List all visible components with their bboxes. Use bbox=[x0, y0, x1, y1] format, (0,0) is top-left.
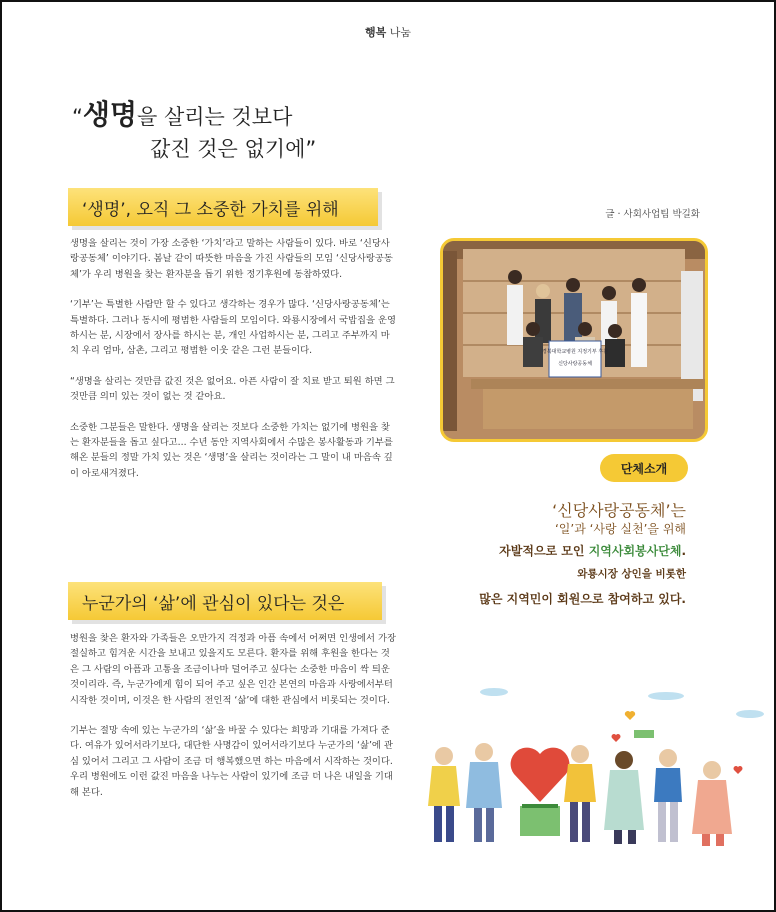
person-figure bbox=[466, 743, 502, 842]
cloud-icon bbox=[648, 692, 684, 700]
intro-line-2: ‘일’과 ‘사랑 실천’을 위해 bbox=[554, 522, 686, 536]
title-open-quote: “ bbox=[72, 105, 83, 129]
person-figure bbox=[564, 745, 596, 842]
cloud-icon bbox=[480, 688, 508, 696]
section2-body bbox=[70, 631, 396, 815]
title-line-2: 값진 것은 없기에” bbox=[150, 137, 317, 161]
article-title bbox=[72, 98, 317, 161]
intro-line-5: 많은 지역민이 회원으로 참여하고 있다. bbox=[479, 592, 686, 606]
section-label-bold: 행복 bbox=[364, 26, 387, 39]
byline: 글 · 사회사업팀 박길화 bbox=[605, 209, 700, 220]
section1-heading: ‘생명’, 오직 그 소중한 가치를 위해 bbox=[68, 188, 378, 226]
donation-box-icon bbox=[520, 806, 560, 836]
section2-paragraph: 기부는 절망 속에 있는 누군가의 ‘삶’을 바꿀 수 있다는 희망과 기대를 가져다 준다. 여유가 있어서라기보다, 대단한 사명감이 있어서라기보다 누군가의 ‘삶’에 관심 있어서 그리고 그 사람이 조금 더 행복했으면 하는 마음에서 시작하는 것이다. 우리 병원에도 이런 값진 마음을 나누는 사람이 있기에 조금 더 나은 내일을 기대해 본다. bbox=[70, 725, 393, 798]
small-heart-icon bbox=[612, 734, 621, 742]
section-label bbox=[2, 24, 774, 40]
person-figure bbox=[654, 749, 682, 842]
photo-banner-text: 경북대학교병원 지정기부 후원 bbox=[542, 349, 608, 355]
intro-line-4: 와룡시장 상인을 비롯한 bbox=[577, 568, 686, 580]
person-figure bbox=[604, 751, 644, 844]
section1-paragraph: “생명을 살리는 것만큼 값진 것은 없어요. 아픈 사람이 잘 치료 받고 퇴원 하면 그것만큼 의미 있는 것이 없는 것 같아요. bbox=[70, 375, 395, 403]
small-heart-icon bbox=[734, 766, 743, 774]
intro-line-3-pre: 자발적으로 모인 bbox=[499, 544, 589, 558]
section2-paragraph: 병원을 찾은 환자와 가족들은 오만가지 걱정과 아픔 속에서 어쩌면 인생에서 가장 절실하고 힘겨운 시간을 보내고 있을지도 모른다. 환자를 위해 후원을 한다는 것은 그 사람의 아픔과 고통을 조금이나마 덜어주고 싶다는 소중한 마음이 싹 틔운 것이리라. 즉, 누군가에게 힘이 되어 주고 싶은 인간 본연의 마음과 사랑에서부터 시작한 것이며, 이것은 한 사람의 전인적 ‘삶’에 대한 관심에서 비롯되는 것이다. bbox=[70, 633, 396, 706]
title-emphasis: 생명 bbox=[82, 98, 137, 131]
intro-line-1: ‘신당사랑공동체’는 bbox=[552, 501, 686, 520]
section-label-rest: 나눔 bbox=[389, 26, 412, 39]
intro-line-3 bbox=[499, 542, 686, 559]
group-photo bbox=[440, 238, 708, 442]
intro-line-3-highlight: 지역사회봉사단체 bbox=[588, 544, 682, 558]
title-line-1-rest: 을 살리는 것보다 bbox=[137, 105, 293, 129]
section1-paragraph: 생명을 살리는 것이 가장 소중한 ‘가치’라고 말하는 사람들이 있다. 바로 ‘신당사랑공동체’ 이야기다. 봄날 같이 따뜻한 마음을 가진 사람들의 모임 ‘신당사랑공동체’가 우리 병원을 찾는 환자분을 돕기 위한 정기후원에 동참하였다. bbox=[70, 238, 393, 280]
intro-line-3-post: . bbox=[681, 544, 686, 558]
title-line-1 bbox=[72, 100, 292, 132]
small-heart-icon bbox=[625, 711, 635, 720]
photo-banner-sub: 신당사랑공동체 bbox=[558, 361, 592, 367]
section1-paragraph: 소중한 그분들은 말한다. 생명을 살리는 것보다 소중한 가치는 없기에 병원을 찾는 환자분들을 돕고 싶다고... 수년 동안 지역사회에서 수많은 봉사활동과 기부를 해온 분들의 정말 가치 있는 것은 ‘생명’을 살리는 것이라는 그 말이 내 마음속 깊이 아로새겨졌다. bbox=[70, 421, 393, 479]
cloud-icon bbox=[736, 710, 764, 718]
person-figure bbox=[428, 747, 460, 842]
section1-paragraph: ‘기부’는 특별한 사람만 할 수 있다고 생각하는 경우가 많다. ‘신당사랑공동체’는 특별하다. 그러나 동시에 평범한 사람들의 모임이다. 와룡시장에서 국밥집을 운영하시는 분, 시장에서 장사를 하시는 분, 개인 사업하시는 분, 그리고 주부까지 마치 우리 엄마, 삼촌, 그리고 평범한 이웃 같은 그런 분들이다. bbox=[70, 299, 396, 357]
flag-icon bbox=[634, 730, 654, 738]
section2-heading: 누군가의 ‘삶’에 관심이 있다는 것은 bbox=[68, 582, 382, 620]
person-figure bbox=[692, 761, 732, 846]
group-photo-image bbox=[443, 241, 705, 439]
section1-body bbox=[70, 236, 396, 496]
donation-illustration bbox=[402, 678, 766, 854]
big-heart-icon bbox=[511, 748, 570, 802]
group-intro-badge: 단체소개 bbox=[600, 454, 688, 482]
